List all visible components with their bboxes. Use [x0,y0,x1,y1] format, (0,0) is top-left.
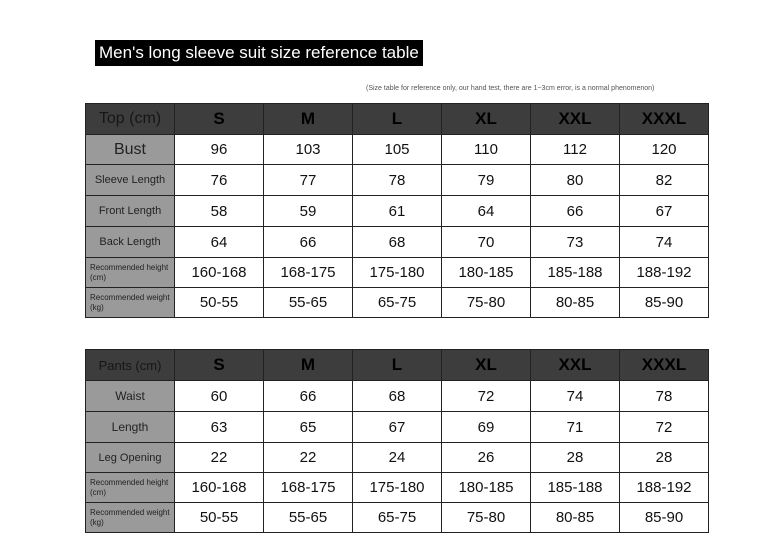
table-cell: 74 [531,381,620,412]
table-cell: 22 [175,443,264,473]
row-label-waist: Waist [86,381,175,412]
table-cell: 68 [353,227,442,258]
top-header-row [86,104,709,135]
table-row [86,412,709,443]
table-cell: 175-180 [353,473,442,503]
table-row [86,288,709,318]
table-row [86,258,709,288]
table-cell: 22 [264,443,353,473]
table-row [86,473,709,503]
table-cell: 55-65 [264,288,353,318]
table-cell: 160-168 [175,258,264,288]
table-cell: 112 [531,135,620,165]
top-header-label: Top (cm) [86,104,175,135]
table-cell: 105 [353,135,442,165]
table-cell: 58 [175,196,264,227]
table-cell: 72 [620,412,709,443]
table-cell: 96 [175,135,264,165]
table-cell: 68 [353,381,442,412]
table-cell: 76 [175,165,264,196]
row-label-back-length: Back Length [86,227,175,258]
table-cell: 78 [620,381,709,412]
table-cell: 59 [264,196,353,227]
table-cell: 24 [353,443,442,473]
table-cell: 74 [620,227,709,258]
row-label-front-length: Front Length [86,196,175,227]
table-cell: 180-185 [442,258,531,288]
table-cell: 185-188 [531,258,620,288]
table-cell: 66 [264,227,353,258]
table-row [86,443,709,473]
table-cell: 65 [264,412,353,443]
table-cell: 26 [442,443,531,473]
table-row [86,381,709,412]
pants-size-xxl: XXL [531,350,620,381]
table-cell: 63 [175,412,264,443]
table-cell: 65-75 [353,503,442,533]
table-cell: 67 [353,412,442,443]
table-cell: 61 [353,196,442,227]
table-cell: 80-85 [531,503,620,533]
table-cell: 185-188 [531,473,620,503]
table-cell: 79 [442,165,531,196]
table-cell: 75-80 [442,288,531,318]
row-label-length: Length [86,412,175,443]
table-cell: 168-175 [264,473,353,503]
table-cell: 160-168 [175,473,264,503]
top-size-xxxl: XXXL [620,104,709,135]
top-size-xxl: XXL [531,104,620,135]
table-cell: 80 [531,165,620,196]
table-cell: 73 [531,227,620,258]
table-cell: 67 [620,196,709,227]
table-cell: 80-85 [531,288,620,318]
table-cell: 50-55 [175,503,264,533]
top-size-xl: XL [442,104,531,135]
row-label-recommended-height: Recommended height (cm) [86,473,175,503]
table-cell: 70 [442,227,531,258]
table-cell: 175-180 [353,258,442,288]
table-cell: 64 [442,196,531,227]
table-cell: 65-75 [353,288,442,318]
table-cell: 85-90 [620,288,709,318]
table-row [86,165,709,196]
table-cell: 188-192 [620,258,709,288]
table-cell: 71 [531,412,620,443]
table-cell: 66 [264,381,353,412]
table-cell: 77 [264,165,353,196]
pants-header-row [86,350,709,381]
pants-size-xxxl: XXXL [620,350,709,381]
pants-size-xl: XL [442,350,531,381]
pants-size-m: M [264,350,353,381]
table-cell: 103 [264,135,353,165]
top-size-l: L [353,104,442,135]
table-row [86,503,709,533]
pants-size-s: S [175,350,264,381]
row-label-recommended-height: Recommended height (cm) [86,258,175,288]
table-cell: 120 [620,135,709,165]
page-title: Men's long sleeve suit size reference table [95,40,423,66]
table-cell: 64 [175,227,264,258]
table-row [86,135,709,165]
table-cell: 28 [620,443,709,473]
row-label-leg-opening: Leg Opening [86,443,175,473]
row-label-recommended-weight: Recommended weight (kg) [86,288,175,318]
size-note: (Size table for reference only, our hand test, there are 1~3cm error, is a normal phenomenon) [366,85,655,92]
pants-size-l: L [353,350,442,381]
top-size-s: S [175,104,264,135]
top-size-m: M [264,104,353,135]
table-cell: 188-192 [620,473,709,503]
row-label-sleeve-length: Sleeve Length [86,165,175,196]
row-label-recommended-weight: Recommended weight (kg) [86,503,175,533]
table-cell: 69 [442,412,531,443]
pants-header-label: Pants (cm) [86,350,175,381]
table-cell: 72 [442,381,531,412]
table-cell: 180-185 [442,473,531,503]
table-row [86,227,709,258]
table-cell: 110 [442,135,531,165]
table-cell: 78 [353,165,442,196]
table-cell: 28 [531,443,620,473]
table-cell: 82 [620,165,709,196]
table-cell: 60 [175,381,264,412]
table-row [86,196,709,227]
table-cell: 66 [531,196,620,227]
pants-size-table [85,349,709,533]
table-cell: 85-90 [620,503,709,533]
top-size-table [85,103,709,318]
table-cell: 168-175 [264,258,353,288]
row-label-bust: Bust [86,135,175,165]
table-cell: 50-55 [175,288,264,318]
table-cell: 75-80 [442,503,531,533]
table-cell: 55-65 [264,503,353,533]
